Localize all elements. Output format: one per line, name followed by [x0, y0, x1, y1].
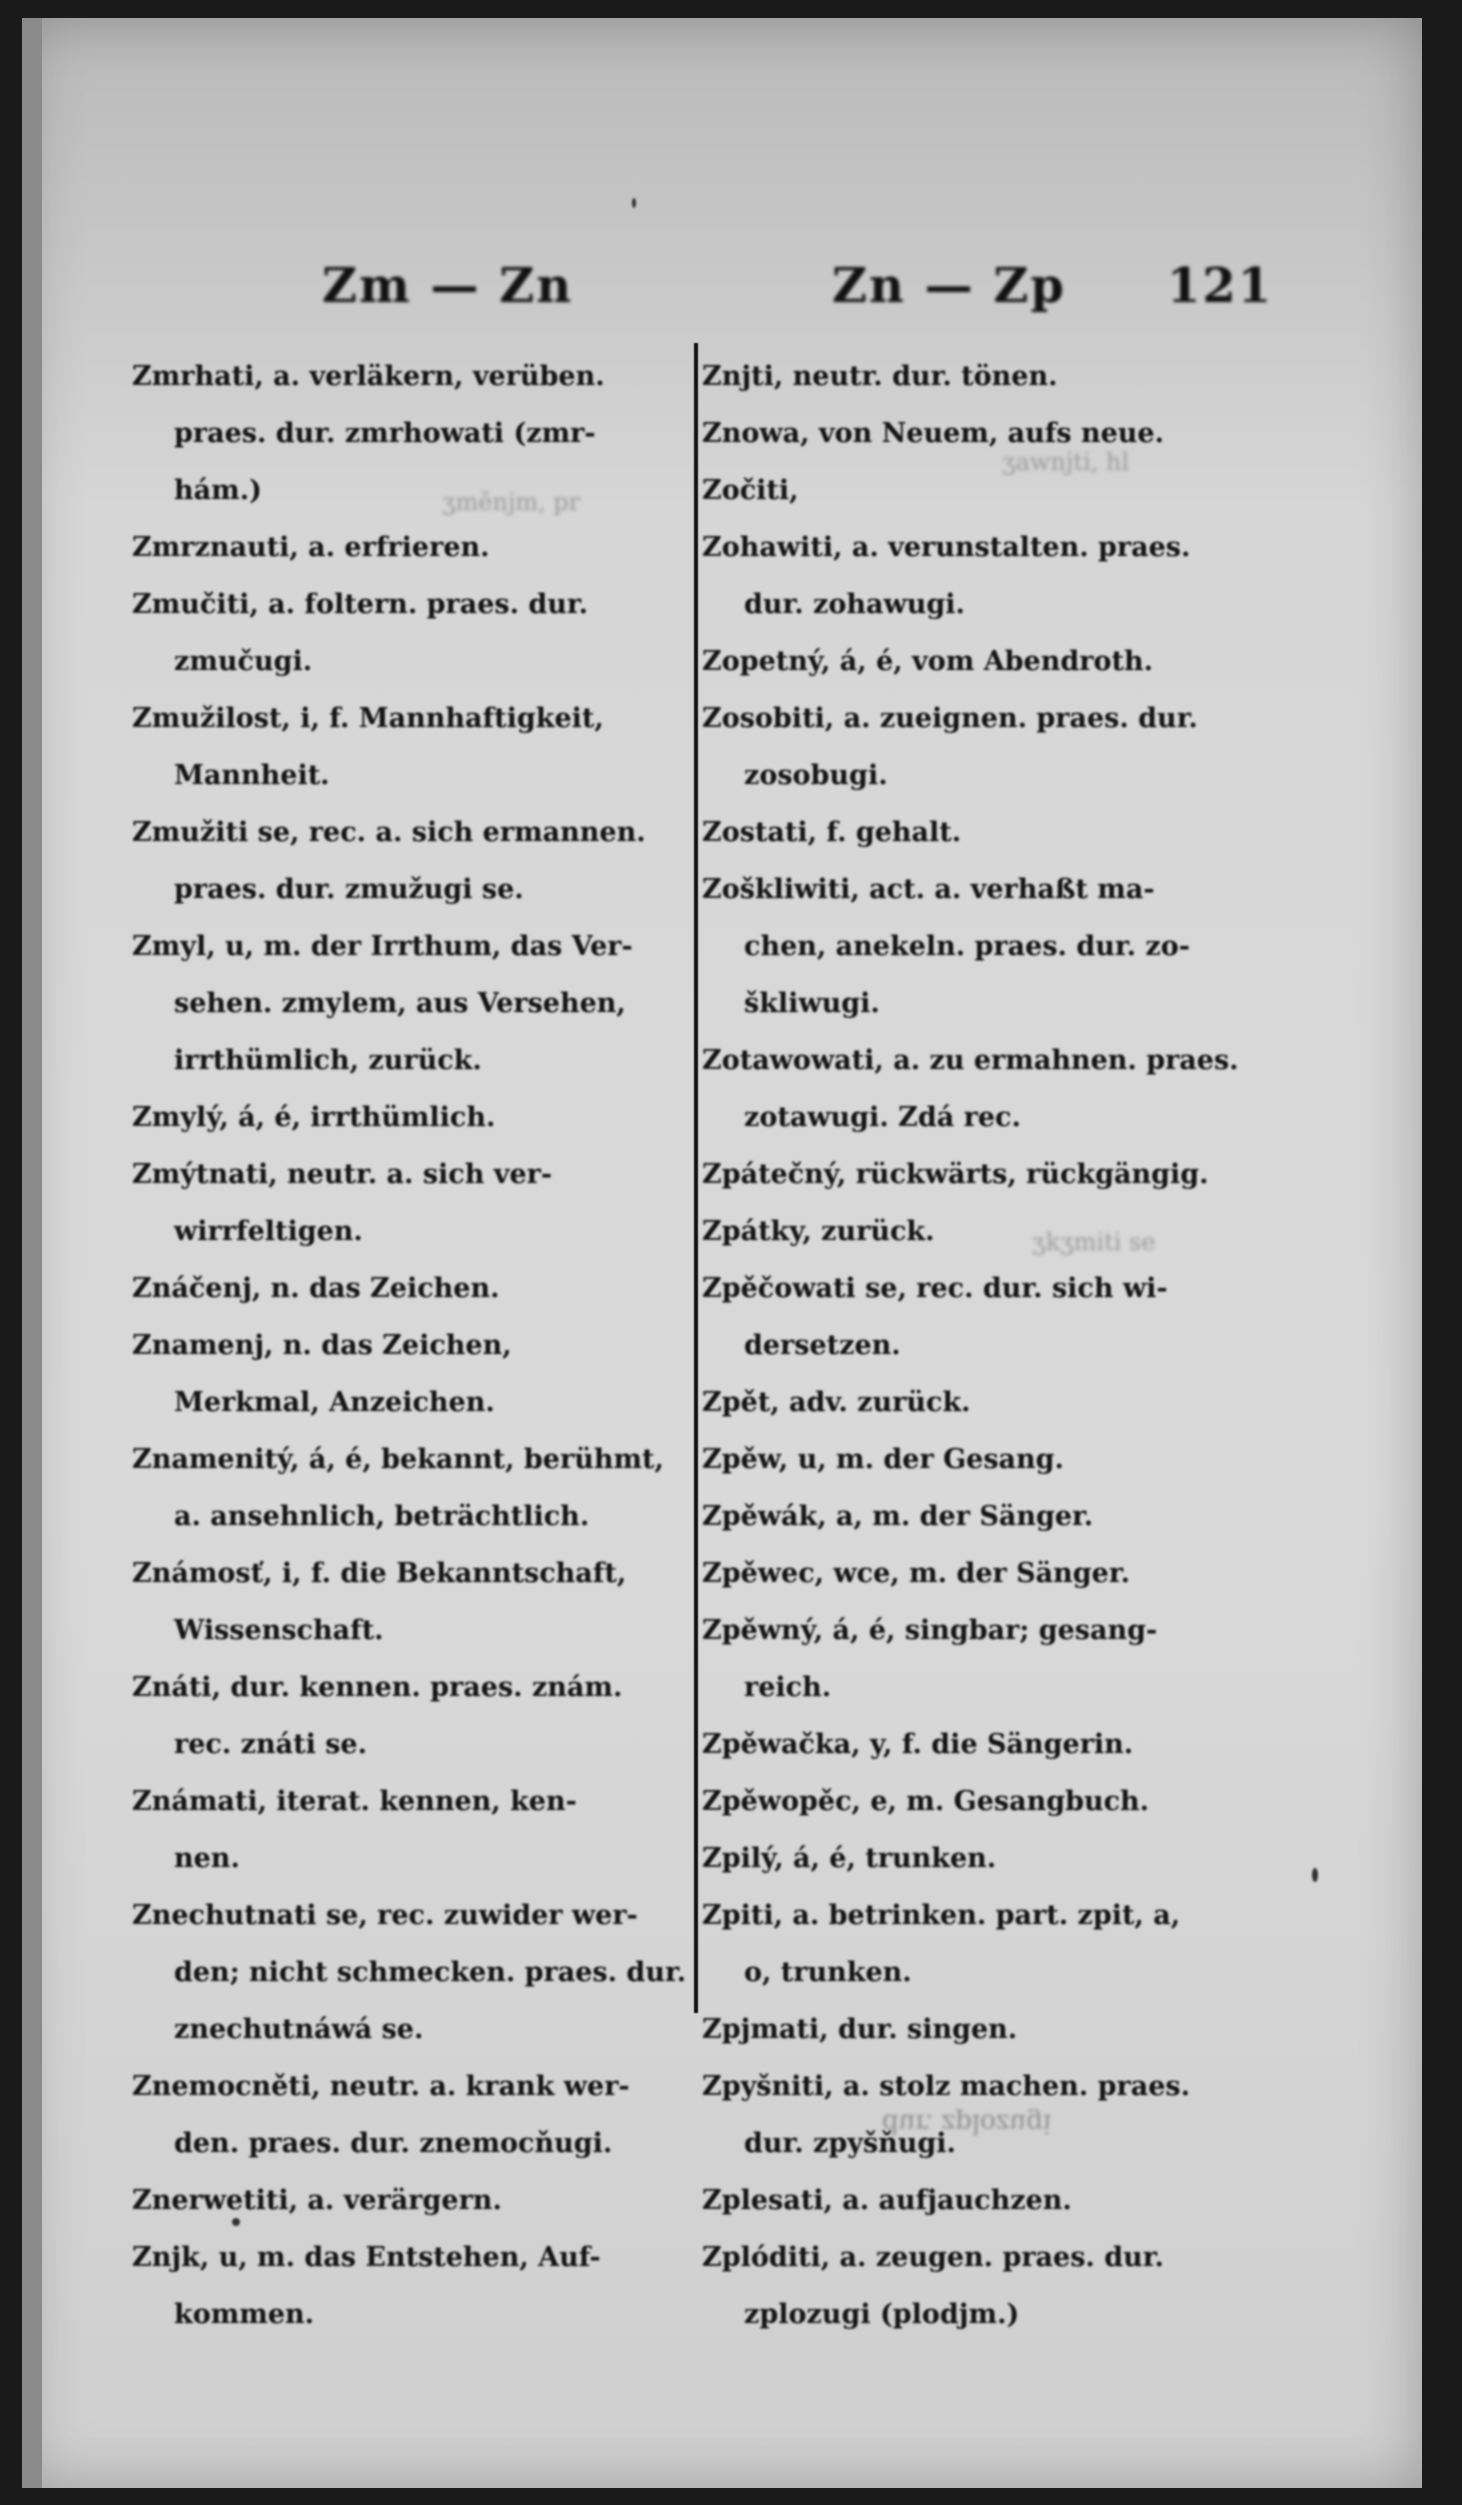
- entry-continuation: zplozugi (plodjm.): [744, 2299, 1020, 2330]
- entry-continuation: hám.): [174, 475, 262, 506]
- dictionary-entry: Znamenj, n. das Zeichen,: [132, 1330, 512, 1361]
- entry-continuation: kommen.: [174, 2299, 315, 2330]
- entry-continuation: chen, anekeln. praes. dur. zo-: [744, 931, 1190, 962]
- dictionary-entry: Zmyl, u, m. der Irrthum, das Ver-: [132, 931, 633, 962]
- dictionary-entry: Zočiti,: [702, 475, 799, 506]
- footer-bleed-through: dur. zplozugi: [882, 2108, 1052, 2138]
- entry-continuation: irrthümlich, zurück.: [174, 1045, 482, 1076]
- dictionary-entry: Zmučiti, a. foltern. praes. dur.: [132, 589, 589, 620]
- dictionary-entry: Zmužiti se, rec. a. sich ermannen.: [132, 817, 646, 848]
- dictionary-entry: Zmýtnati, neutr. a. sich ver-: [132, 1159, 553, 1190]
- ink-speck: [1312, 1868, 1318, 1882]
- right-column: [702, 348, 1262, 2343]
- left-column: [132, 348, 692, 2343]
- bleed-through-text: ʒawnjti, hl: [1002, 448, 1130, 476]
- dictionary-entry: Znamenitý, á, é, bekannt, berühmt,: [132, 1444, 664, 1475]
- book-page: [22, 18, 1422, 2488]
- entry-continuation: a. ansehnlich, beträchtlich.: [174, 1501, 590, 1532]
- entry-continuation: nen.: [174, 1843, 240, 1874]
- dictionary-entry: Zplóditi, a. zeugen. praes. dur.: [702, 2242, 1164, 2273]
- dictionary-entry: Znáti, dur. kennen. praes. znám.: [132, 1672, 623, 1703]
- entry-continuation: Wissenschaft.: [174, 1615, 384, 1646]
- page-gutter: [22, 18, 42, 2488]
- dictionary-entry: Zpjmati, dur. singen.: [702, 2014, 1018, 2045]
- dictionary-entry: Zpěčowati se, rec. dur. sich wi-: [702, 1273, 1168, 1304]
- dictionary-entry: Zpět, adv. zurück.: [702, 1387, 971, 1418]
- entry-continuation: znechutnáwá se.: [174, 2014, 424, 2045]
- dictionary-entry: Zosobiti, a. zueignen. praes. dur.: [702, 703, 1198, 734]
- page-header: [22, 258, 1422, 328]
- entry-continuation: zotawugi. Zdá rec.: [744, 1102, 1021, 1133]
- page-number: 121: [1167, 258, 1274, 314]
- entry-continuation: praes. dur. zmrhowati (zmr-: [174, 418, 596, 449]
- dictionary-entry: Znjti, neutr. dur. tönen.: [702, 361, 1058, 392]
- entry-continuation: dersetzen.: [744, 1330, 901, 1361]
- entry-continuation: den; nicht schmecken. praes. dur.: [174, 1957, 687, 1988]
- dictionary-entry: Zpěwák, a, m. der Sänger.: [702, 1501, 1094, 1532]
- dictionary-entry: Znechutnati se, rec. zuwider wer-: [132, 1900, 638, 1931]
- dictionary-entry: Zoškliwiti, act. a. verhaßt ma-: [702, 874, 1155, 905]
- dictionary-entry: Zostati, f. gehalt.: [702, 817, 962, 848]
- dictionary-entry: Znemocněti, neutr. a. krank wer-: [132, 2071, 630, 2102]
- dictionary-entry: Znerwetiti, a. verärgern.: [132, 2185, 502, 2216]
- dictionary-entry: Zpěwec, wce, m. der Sänger.: [702, 1558, 1130, 1589]
- dictionary-entry: Zmužilost, i, f. Mannhaftigkeit,: [132, 703, 604, 734]
- entry-continuation: reich.: [744, 1672, 832, 1703]
- dictionary-entry: Známosť, i, f. die Bekanntschaft,: [132, 1558, 627, 1589]
- dictionary-entry: Zpátky, zurück.: [702, 1216, 935, 1247]
- entry-continuation: rec. znáti se.: [174, 1729, 368, 1760]
- dictionary-entry: Zpěw, u, m. der Gesang.: [702, 1444, 1064, 1475]
- bleed-through-text: ʒkʒmiti se: [1032, 1228, 1156, 1256]
- entry-continuation: Mannheit.: [174, 760, 330, 791]
- running-head-right: Zn — Zp: [832, 258, 1066, 314]
- dictionary-entry: Zpátečný, rückwärts, rückgängig.: [702, 1159, 1209, 1190]
- dictionary-entry: Znowa, von Neuem, aufs neue.: [702, 418, 1165, 449]
- entry-continuation: Merkmal, Anzeichen.: [174, 1387, 495, 1418]
- entry-continuation: praes. dur. zmužugi se.: [174, 874, 524, 905]
- dictionary-entry: Zpyšniti, a. stolz machen. praes.: [702, 2071, 1190, 2102]
- entry-continuation: wirrfeltigen.: [174, 1216, 363, 1247]
- dictionary-entry: Zopetný, á, é, vom Abendroth.: [702, 646, 1153, 677]
- dictionary-entry: Zpilý, á, é, trunken.: [702, 1843, 997, 1874]
- dictionary-entry: Zpěwný, á, é, singbar; gesang-: [702, 1615, 1158, 1646]
- column-divider: [694, 343, 698, 2013]
- entry-continuation: zmučugi.: [174, 646, 313, 677]
- dictionary-entry: Zmrhati, a. verläkern, verüben.: [132, 361, 605, 392]
- entry-continuation: dur. zpyšňugi.: [744, 2128, 956, 2159]
- entry-continuation: zosobugi.: [744, 760, 888, 791]
- dictionary-entry: Zpěwačka, y, f. die Sängerin.: [702, 1729, 1134, 1760]
- dictionary-entry: Zohawiti, a. verunstalten. praes.: [702, 532, 1191, 563]
- entry-continuation: den. praes. dur. znemocňugi.: [174, 2128, 613, 2159]
- dictionary-entry: Zmrznauti, a. erfrieren.: [132, 532, 490, 563]
- dictionary-entry: Znjk, u, m. das Entstehen, Auf-: [132, 2242, 601, 2273]
- dictionary-entry: Zpiti, a. betrinken. part. zpit, a,: [702, 1900, 1181, 1931]
- dictionary-entry: Zmylý, á, é, irrthümlich.: [132, 1102, 496, 1133]
- dictionary-entry: Známati, iterat. kennen, ken-: [132, 1786, 577, 1817]
- ink-speck: [232, 2218, 240, 2226]
- ink-speck: [632, 198, 636, 208]
- dictionary-entry: Zplesati, a. aufjauchzen.: [702, 2185, 1072, 2216]
- dictionary-entry: Zpěwopěc, e, m. Gesangbuch.: [702, 1786, 1150, 1817]
- bleed-through-text: ʒměnjm, pr: [442, 488, 581, 516]
- dictionary-entry: Zotawowati, a. zu ermahnen. praes.: [702, 1045, 1239, 1076]
- running-head-left: Zm — Zn: [322, 258, 574, 314]
- entry-continuation: sehen. zmylem, aus Versehen,: [174, 988, 626, 1019]
- entry-continuation: o, trunken.: [744, 1957, 912, 1988]
- dictionary-entry: Znáčenj, n. das Zeichen.: [132, 1273, 500, 1304]
- entry-continuation: škliwugi.: [744, 988, 880, 1019]
- entry-continuation: dur. zohawugi.: [744, 589, 965, 620]
